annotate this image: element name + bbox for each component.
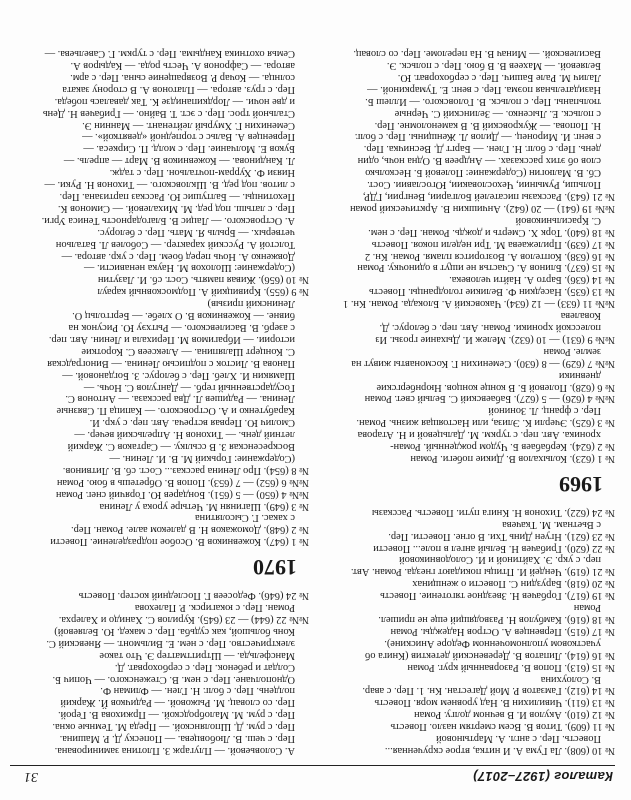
catalog-entry-line: №№ 22 (644) — 23 (645). Курилов С. Ханидо и Халерха.: [58, 614, 309, 626]
catalog-entry-line: с хакас. Г. Сысолятина: [194, 512, 295, 524]
catalog-entry-line: Буков Е. Молчание. Пер. с молд. П. Сиркеса. —: [83, 143, 295, 155]
catalog-entry-line: № 17 (639). Прилежаева М. Три недели покоя. Повесть: [371, 238, 615, 250]
catalog-entry-line: участковом уполномоченном Федоре Анискине).: [384, 637, 601, 649]
catalog-entry-line: № 14 (636). Барто А. Найти человека.: [449, 274, 615, 286]
catalog-entry-line: № 12 (610). Акулов И. В вечном долгу. Роман: [414, 709, 615, 721]
catalog-entry-line: №№ 9 (631) — 10 (632). Мележ И. Дыхание грозы. Из: [375, 333, 615, 345]
catalog-column-left: [325, 47, 615, 756]
catalog-entry-line: четверых. — Брыль Я. Мать. Пер. с белорус.: [97, 226, 295, 238]
catalog-entry-line: бивне. — Кожевников В. О хлебе. — Берггольц О.: [72, 310, 295, 322]
catalog-entry-line: и две ночи. — Лордкипанидзе К. Так давалась победа.: [54, 95, 295, 107]
running-header-title: Каталог (1927–2017): [472, 769, 613, 784]
catalog-entry-line: Роман: [573, 602, 601, 614]
year-heading: 1970: [253, 555, 297, 581]
catalog-entry-line: № 9 (655). Кривицкий А. Подмосковный караул: [97, 286, 309, 298]
page-number: 31: [24, 769, 38, 784]
catalog-entry-line: хроника. Авт. пер. с туркм. М. Дальцевой и Н. Атарова: [357, 429, 601, 441]
catalog-entry-line: Стальной трос. Пер. с эст. Т. Вайно. — Грибачев Н. День: [42, 107, 295, 119]
catalog-entry-line: Роман. Пер. с юкагирск. Р. Палехова: [134, 602, 295, 614]
catalog-entry-line: с литов. под ред. В. Шкловского. — Тихонов Н. Руки. —: [44, 179, 295, 191]
catalog-entry-line: земле. Роман: [543, 345, 601, 357]
catalog-entry-line: №№ 6 (652) — 7 (653). Попов В. Обретешь в бою. Роман: [56, 476, 309, 488]
catalog-entry-line: №№ 7 (629) — 8 (630). Семенихин Г. Космонавты живут на: [351, 357, 615, 369]
catalog-entry-line: Повесть. Пер. с англ. А. Мартыновой: [436, 733, 601, 745]
catalog-entry-line: Польши, Румынии, Чехословакии, Югославии. Сост.: [367, 179, 601, 191]
catalog-entry-line: Конь большой, как судьба. Пер. с макед. Ю. Беляевой): [54, 625, 295, 637]
catalog-entry-line: (Содержание: Шолохов М. Наука ненависти. —: [84, 262, 295, 274]
catalog-entry-line: Сб. В. Малюгин (Содержание: Полевой Б. Несколько: [365, 167, 601, 179]
catalog-entry-line: Пехотинцы. — Балтушис Ю. Рассказ партизана. Пер.: [59, 191, 295, 203]
catalog-entry-line: № 15 (613). Попов В. Разорванный круг. Роман: [407, 661, 615, 673]
catalog-entry-line: Пер. с чеш. В. Любовцева. — Попеску Д. Р. Машина.: [59, 733, 295, 745]
catalog-entry-line: Пер. с латыш. под ред. М. Михалевой. — Симонов К.: [57, 202, 295, 214]
catalog-entry-line: Воскресенская З. В ссылку. — Сартаков С. Жаркий: [67, 441, 295, 453]
catalog-entry-line: № 13 (635). Наседкин Ф. Великие голодранцы. Повесть: [369, 286, 615, 298]
catalog-entry-line: А. Соловьевой. — Плугарж З. Плотина заминирована.: [54, 745, 295, 756]
catalog-entry-line: № 8 (654). Про Ленина рассказ... Сост. сб. В. Литвинов.: [62, 464, 309, 476]
catalog-entry-line: Шамякин И. Хлеб. Пер. с белорус. З. Богдановой. —: [62, 369, 295, 381]
catalog-entry-line: Семенихин Г. Хмурый лейтенант. — Маннин Э.: [82, 119, 295, 131]
year-heading: 1969: [559, 471, 603, 497]
catalog-entry-line: Однополчане. Пер. с нем. В. Стеженского. — Чопич Б.: [52, 673, 295, 685]
catalog-entry-line: Василевской. — Минач В. На переломе. Пер. со словац.: [353, 48, 601, 60]
catalog-entry-line: № 6 (628). Полевой Б. В конце концов. Нюрнбергские: [376, 381, 615, 393]
catalog-entry-line: № 18 (640). Торк Х. Смерть и дождь. Роман. Пер. с нем.: [368, 226, 615, 238]
catalog-entry-line: дневники: [558, 369, 601, 381]
catalog-entry-line: день. Пер. с болг. Н. Глен. — Баргт Д. Весничка. Пер.: [363, 143, 601, 155]
catalog-entry-line: Лалич М. Рале Башич. Пер. с сербохорват. Ю.: [397, 71, 601, 83]
catalog-entry-line: Л. Кандинова. — Кожевников В. Март — апрель. —: [63, 155, 295, 167]
catalog-entry-line: № 13 (611). Чивилихин В. Над уровнем моря. Повесть: [374, 697, 615, 709]
catalog-entry-line: Государственный герб. — Дангулов С. Ночь. —: [83, 381, 295, 393]
catalog-entry-line: Довженко А. Ночь перед боем. Пер. с укр. автора. —: [61, 250, 295, 262]
catalog-entry-line: №№ 4 (650) — 5 (651). Бондарев Ю. Горячий снег. Роман: [55, 488, 309, 500]
catalog-entry-line: тюльпаны. Пер. с польск. В. Головского. — Иллеш Б.: [365, 95, 601, 107]
catalog-entry-line: с венг. И. Миронец. — Дилов Л. Женщины. Пер. с болг.: [354, 131, 601, 143]
catalog-entry-line: № 18 (616). Камбулов Н. Разводящий еще не пришел.: [378, 614, 615, 626]
catalog-entry-line: полесской хроники. Роман. Авт. пер. с белорус. Д.: [379, 322, 601, 333]
catalog-entry-line: автора. — Сафронов А. Честь рода. — Кадыров А.: [70, 60, 295, 72]
catalog-entry-line: Ковалева: [560, 310, 601, 322]
catalog-entry-line: А. Островского. — Лацис В. Благодарность Тениса Урги.: [41, 214, 295, 226]
catalog-entry-line: Пер. с рум. М. Малобродской. — Пржихова В. Герой.: [57, 709, 295, 721]
catalog-entry-line: № 17 (615). Первенцев А. Остров Надежды. Роман: [390, 625, 615, 637]
catalog-entry-line: С. Концерт Шаляпина. — Алексеев С. Короткие: [81, 345, 295, 357]
catalog-entry-line: № 16 (638). Коптелов А. Возгорится пламя. Роман. Кн. 2: [364, 250, 615, 262]
catalog-entry-line: № 15 (637). Блинов А. Счастья не ищут в одиночку. Роман: [357, 262, 615, 274]
catalog-entry-line: №№ 11 (633) — 12 (634). Чаковский А. Блокада. Роман. Кн. 1: [343, 298, 615, 310]
catalog-entry-line: № 23 (621). Нгуен Динь Тхи. В огне. Повести. Пер.: [388, 530, 615, 542]
catalog-entry-line: № 11 (609). Титов В. Всем смертям назло. Повесть: [390, 721, 615, 733]
catalog-entry-line: Пер. с рум. Д. Шполянской. — Преда М. Темные окна.: [52, 721, 295, 733]
catalog-entry-line: Смолич Ю. Первая встреча. Авт. пер. с укр. И.: [89, 417, 295, 429]
catalog-entry-line: № 19 (617). Горбачев Н. Звездное тяготение. Повесть: [380, 590, 615, 602]
catalog-entry-line: слов об этих рассказах. — Андреев В. Одна ночь, один: [357, 155, 601, 167]
catalog-entry-line: Семья охотника Кандыма. Пер. с туркм. Г. Савельева. —: [44, 48, 295, 60]
catalog-entry-line: Пер. с франц. Л. Зониной: [488, 405, 601, 417]
catalog-entry-line: № 10 (608). Ла Гума А. И нитка, втрое скрученная...: [384, 745, 615, 756]
catalog-entry-line: № 2 (648). Доможаков Н. В далеком аале. Роман. Пер.: [71, 524, 309, 536]
catalog-entry-line: Ниязи Ф. Хуррам-почтальон. Пер. с тадж.: [109, 167, 295, 179]
catalog-entry-line: № 21 (643). Рассказы писателей Болгарии, Венгрии, ГДР,: [362, 191, 615, 203]
catalog-entry-line: Солдат и ребенок. Пер. с сербохорват. Д.: [114, 661, 295, 673]
catalog-entry-line: № 21 (619). Чендей И. Птицы покидают гнезда. Роман. Авт.: [350, 566, 615, 578]
catalog-entry-line: пер. с укр. Э. Хайтиной и И. Солодовниковой: [399, 554, 601, 566]
catalog-entry-line: № 3 (649). Шагинян М. Четыре урока у Ленина: [99, 500, 309, 512]
catalog-entry-line: № 16 (614). Липатов В. Деревенский детектив (Книга об: [364, 649, 615, 661]
catalog-entry-line: С. Красильниковой: [515, 214, 601, 226]
catalog-entry-line: № 1 (623). Колыхалов В. Дикие побеги. Роман: [410, 452, 615, 464]
catalog-entry-line: № 10 (656). Живая память. Сост. сб. И. Лазутин: [97, 274, 309, 286]
catalog-entry-line: №№ 4 (626) — 5 (627). Бабаевский С. Белый свет. Роман: [364, 393, 615, 405]
catalog-entry-line: истории. — Ибрагимов М. Перихала и Ленин. Авт. пер.: [48, 333, 295, 345]
catalog-entry-line: летний день. — Тихонов Н. Апрельский вечер. —: [74, 429, 295, 441]
catalog-entry-line: Первенцев А. Вальс с торпедной «девяткой». —: [82, 131, 295, 143]
catalog-entry-line: Ленинский призыв): [207, 298, 295, 310]
catalog-entry-line: № 3 (625). Эчерли К. Элиза, или Настоящая жизнь. Роман.: [356, 417, 615, 429]
catalog-entry-line: № 24 (646). Федосеев Г. Последний костер. Повесть: [78, 590, 309, 602]
catalog-entry-line: полдень. Пер. с болг. Н. Глен. — Флиман Ф.: [100, 685, 295, 697]
catalog-entry-line: с польск. Е. Лысенко. — Зелинский С. Черные: [394, 107, 601, 119]
catalog-entry-line: Н. Попова. — Жукровский В. В каменоломне. Пер.: [374, 119, 601, 131]
catalog-entry-line: Пер. с груз. автора. — Платонов А. В сторону заката: [62, 83, 295, 95]
catalog-entry-line: № 14 (612). Гамзатов Р. Мой Дагестан. Кн. 1. Пер. с авар.: [362, 685, 615, 697]
catalog-entry-line: Толстой А. Русский характер. — Соболев Л. Батальон: [55, 238, 295, 250]
catalog-entry-line: Панова В. Листок с подписью Ленина. — Виноградская: [47, 357, 295, 369]
catalog-entry-line: (Содержание: Горький М. В. И. Ленин. —: [109, 452, 295, 464]
catalog-entry-line: № 1 (647). Кожевников В. Особое подразделение. Повести: [50, 536, 309, 548]
catalog-entry-line: солнца. — Кочар Р. Возвращение сына. Пер. с арм.: [70, 71, 295, 83]
catalog-entry-line: №№ 19 (641) — 20 (642). Анчишкин В. Арктический роман: [350, 202, 615, 214]
catalog-entry-line: Назидательная поэма. Пер. с венг. Е. Тумаркиной. —: [367, 83, 601, 95]
catalog-entry-line: электричество. Пер. с нем. Е. Вильмонт. — Яневский С.: [46, 637, 295, 649]
catalog-entry-line: Ленина. — Радишев Л. Два рассказа. — Антонов С.: [65, 393, 295, 405]
catalog-entry-line: Пер. со словац. М. Рыжовой. — Радичков Й. Жаркий: [60, 697, 295, 709]
catalog-entry-line: № 20 (618). Баруздин С. Повести о женщинах: [412, 578, 615, 590]
catalog-entry-line: № 24 (622). Тихонов Н. Книга пути. Повесть. Рассказы: [371, 506, 615, 518]
catalog-entry-line: с Вьетнам. М. Ткачева: [502, 518, 601, 530]
catalog-entry-line: № 22 (620). Грибачев Н. Белый ангел в поле... Повести: [373, 542, 615, 554]
catalog-entry-line: Карабутенко и А. Островского. — Капица П. Связные: [56, 405, 295, 417]
catalog-column-right: [19, 47, 309, 756]
catalog-entry-line: № 2 (624). Кербабаев Б. Чудом рожденный. Роман-: [390, 441, 615, 453]
header-divider: [10, 765, 615, 766]
catalog-entry-line: Мансфельда. — Штриттматтер Э. Что такое: [99, 649, 295, 661]
catalog-entry-line: с азерб. В. Василевского. — Рытхэу Ю. Рисунок на: [68, 322, 295, 333]
catalog-entry-line: В. Солоухина: [540, 673, 601, 685]
catalog-entry-line: Беляевой. — Махеев В. В бою. Пер. с польск. Э.: [386, 60, 601, 72]
